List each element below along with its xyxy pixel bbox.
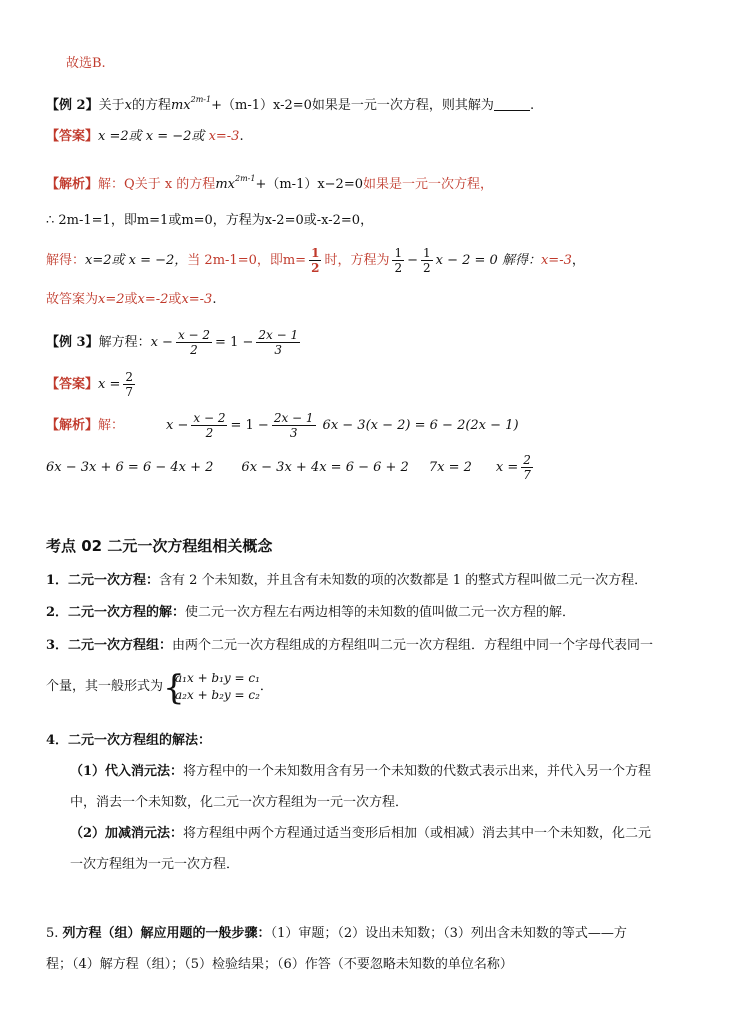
method-2: （2）加减消元法：将方程组中两个方程通过适当变形后相加（或相减）消去其中一个未知数，化二元 bbox=[70, 826, 652, 841]
section-heading: 考点 02 二元一次方程组相关概念 bbox=[46, 537, 273, 555]
equation-system: { a₁x + b₁y = c₁ a₂x + b₂y = c₂ bbox=[163, 668, 260, 708]
analysis-3-line: 【解析】解： x − $\frac{x - 2}{2}$ = 1 − $\frac{2x - 1}{3}$ 6x − 3(x − 2) = 6 − 2(2x − 1) bbox=[46, 411, 519, 440]
concept-1: 1．二元一次方程：含有 2 个未知数，并且含有未知数的项的次数都是 1 的整式方程叫做二元一次方程． bbox=[46, 573, 648, 588]
solve-line: 解得：x=2或 x = −2，当 2m-1=0，即m= $\frac{1}{2}$ 时，方程为 $\frac{1}{2}$ − $\frac{1}{2}$ x − 2 = 0 解得：x=-3， bbox=[46, 246, 585, 275]
answer-blank bbox=[494, 98, 530, 111]
answer-3-line: 【答案】x = $\frac{2}{7}$ bbox=[46, 370, 134, 399]
analysis-tag: 【解析】 bbox=[46, 177, 99, 192]
analysis-tag: 【解析】 bbox=[46, 418, 99, 433]
fraction: $\frac{x - 2}{2}$ bbox=[193, 411, 226, 440]
analysis-2-line: 【解析】解：Q关于 x 的方程$mx^{2m-1}+(m-1)x-2=0$如果是一元一次方程， bbox=[46, 174, 494, 192]
fraction-half: $\frac{1}{2}$ bbox=[311, 246, 320, 275]
fraction: $\frac{2x - 1}{3}$ bbox=[258, 328, 299, 357]
fraction: $\frac{1}{2}$ bbox=[394, 246, 403, 275]
concept-2: 2．二元一次方程的解：使二元一次方程左右两边相等的未知数的值叫做二元一次方程的解． bbox=[46, 605, 576, 620]
steps-line: 6x − 3x + 6 = 6 − 4x + 2 6x − 3x + 4x = 6 − 6 + 2 7x = 2 x = $\frac{2}{7}$ bbox=[46, 453, 531, 482]
answer-tag: 【答案】 bbox=[46, 377, 99, 392]
method-1-cont: 中，消去一个未知数，化二元一次方程组为一元一次方程． bbox=[70, 795, 409, 810]
method-2-cont: 一次方程组为一元一次方程． bbox=[70, 857, 240, 872]
because-symbol: Q bbox=[124, 177, 135, 192]
concept-5: 5. 列方程（组）解应用题的一般步骤：（1）审题；（2）设出未知数；（3）列出含未知数的等式——方 bbox=[46, 926, 627, 941]
example-2-line: 【例 2】关于x的方程$mx^{2m-1}+(m-1)x-2=0$如果是一元一次方程，则其解为 . bbox=[46, 95, 535, 113]
method-1: （1）代入消元法：将方程中的一个未知数用含有另一个未知数的代数式表示出来，并代入另一个方程 bbox=[70, 764, 652, 779]
concept-4: 4．二元一次方程组的解法： bbox=[46, 733, 212, 748]
brace-icon: { bbox=[163, 668, 185, 708]
fraction: $\frac{2}{7}$ bbox=[523, 453, 531, 482]
example-3-line: 【例 3】解方程：x − $\frac{x - 2}{2}$ = 1 − $\frac{2x - 1}{3}$ bbox=[46, 328, 299, 357]
fraction: $\frac{2}{7}$ bbox=[125, 370, 134, 399]
concept-3: 3．二元一次方程组：由两个二元一次方程组成的方程组叫二元一次方程组．方程组中同一个字母代表同一 bbox=[46, 638, 654, 653]
answer-2-line: 【答案】x =2或 x = −2或 x=-3. bbox=[46, 129, 244, 144]
answer-tag: 【答案】 bbox=[46, 129, 99, 144]
fraction: $\frac{1}{2}$ bbox=[423, 246, 431, 275]
example-3-tag: 【例 3】 bbox=[46, 335, 99, 350]
fraction: $\frac{2x - 1}{3}$ bbox=[273, 411, 314, 440]
fraction: $\frac{x - 2}{2}$ bbox=[177, 328, 211, 357]
final-answer-line: 故答案为x=2或x=-2或x=-3. bbox=[46, 292, 217, 307]
therefore-line: ∴ 2m-1=1，即m=1或m=0，方程为x-2=0或-x-2=0， bbox=[46, 213, 374, 228]
example-2-tag: 【例 2】 bbox=[46, 98, 99, 113]
concept-5-cont: 程；（4）解方程（组）；（5）检验结果；（6）作答（不要忽略未知数的单位名称） bbox=[46, 957, 513, 972]
concept-3-cont: 个量，其一般形式为 { a₁x + b₁y = c₁ a₂x + b₂y = c₂ ． bbox=[46, 668, 273, 708]
conclusion-line: 故选B. bbox=[66, 56, 106, 71]
